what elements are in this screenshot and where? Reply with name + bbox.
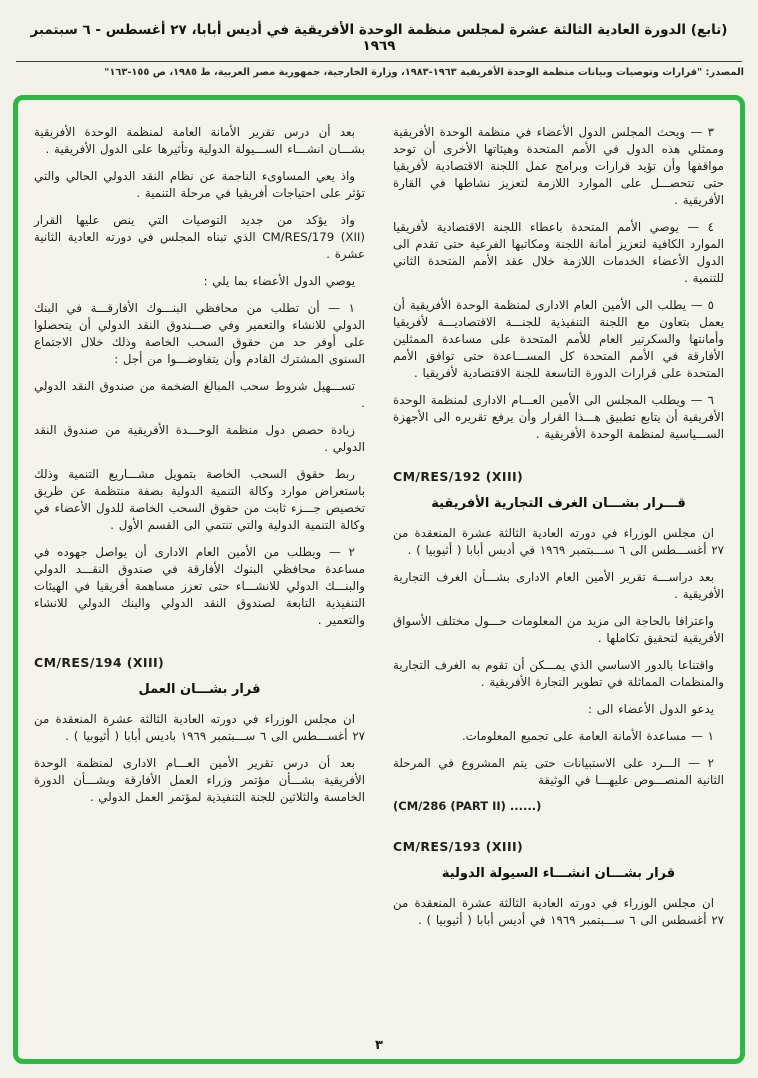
header-divider xyxy=(16,61,742,62)
paragraph: ٤ — يوصي الأمم المتحدة باعطاء اللجنة الاقتصادية لأفريقيا الموارد الكافية لتعزيز أمانة اللجنة ومكاتبها الفرعية حتى تقدم الى الدول الأعضاء الخدمات اللازمة خلال عقد الأمم المتحدة الثاني للتنمية . xyxy=(393,219,724,285)
paragraph: ٢ — الـــرد على الاستبيانات حتى يتم المشروع في المرحلة الثانية المنصـــوص عليهـــا في الوثيقة xyxy=(393,755,724,787)
page-number: ٣ xyxy=(375,1038,383,1053)
document-title: (تابع) الدورة العادية الثالثة عشرة لمجلس منظمة الوحدة الأفريقية في أديس أبابا، ٢٧ أغسطس - ٦ سبتمبر ١٩٦٩ xyxy=(30,22,728,54)
paragraph: واذ يعي المساوىء الناجمة عن نظام النقد الدولي الحالي والتي تؤثر على احتياجات أفريقيا في مرحلة التنمية . xyxy=(34,168,365,200)
paragraph: ٥ — يطلب الى الأمين العام الادارى لمنظمة الوحدة الأفريقية أن يعمل بتعاون مع اللجنة التنفيذية للجنـــة الاقتصاديـــة لأفريقيا وأمانتها والسكرتير العام للأمم المتحدة على مساعدة الممثلين الأفارقة في الأمم المتحدة كل المســـاعدة حتى توافق الأمم المتحدة على قرارات الدورة التاسعة للجنة الاقتصادية لأفريقيا . xyxy=(393,297,724,380)
document-ref: (CM/286 (PART II) ......) xyxy=(393,798,542,813)
paragraph: تســـهيل شروط سحب المبالغ الضخمة من صندوق النقد الدولي . xyxy=(34,378,365,410)
paragraph: واذ يؤكد من جديد التوصيات التي ينص عليها القرار CM/RES/179 (XII) الذي تبناه المجلس في دورته العادية الثانية عشرة . xyxy=(34,212,366,261)
paragraph: يوصي الدول الأعضاء بما يلي : xyxy=(203,273,355,288)
resolution-ref: CM/RES/194 (XIII) xyxy=(34,654,165,670)
paragraph: ٣ — ويحث المجلس الدول الأعضاء في منظمة الوحدة الأفريقية وممثلي هذه الدول في الأمم المتحدة وهيئاتها الأخرى أن توحد مواقفها وأن تؤيد قرارات وبرامج عمل اللجنة الاقتصادية لأفريقيا حتى تتحصـــل على الموارد اللازمة لتعزيز نشاطها في القارة الأفريقية . xyxy=(393,125,724,207)
paragraph: ٢ — ويطلب من الأمين العام الادارى أن يواصل جهوده في مساعدة محافظي البنوك الأفارقة في صندوق النقـــد الدولي والبنـــك الدولي للانشـــاء حتى تعزز مساهمة أفريقيا في الهيئات التنفيذية التابعة لصندوق النقد الدولي والبنك الدولي للانشاء والتعمير . xyxy=(34,544,365,627)
content-box xyxy=(13,95,745,1064)
paragraph: ان مجلس الوزراء في دورته العادية الثالثة عشرة المنعقدة من ٢٧ أغســـطس الى ٦ ســـبتمبر ١٩٦٩ باديس أبابا ( أثيوبيا ) . xyxy=(34,711,365,743)
paragraph: ١ — مساعدة الأمانة العامة على تجميع المعلومات. xyxy=(461,728,714,743)
paragraph: بعد دراســـة تقرير الأمين العام الادارى بشـــأن الغرف التجارية الأفريقية . xyxy=(393,569,724,601)
paragraph: ٦ — ويطلب المجلس الى الأمين العـــام الادارى لمنظمة الوحدة الأفريقية أن يتابع تطبيق هـــذا القرار وأن يرفع تقريره الى الأجهزة الســـياسية لمنظمة الوحدة الأفريقية . xyxy=(393,392,724,441)
paragraph: ربط حقوق السحب الخاصة بتمويل مشـــاريع التنمية وذلك باستعراض موارد وكالة التنمية الدولية بصفة منتظمة عن طريق تخصيص جـــزء ثابت من حقوق السحب الخاصة للدول الأعضاء في وكالة التنمية الدولية والتي تنتمي الى القسم الأول . xyxy=(34,466,365,532)
two-column-layout xyxy=(34,124,724,1025)
resolution-ref: CM/RES/193 (XIII) xyxy=(393,838,524,854)
resolution-heading: قـــرار بشـــان الغرف التجارية الأفريقية xyxy=(431,495,686,511)
paragraph: يدعو الدول الأعضاء الى : xyxy=(587,701,714,716)
paragraph: زيادة حصص دول منظمة الوحـــدة الأفريقية من صندوق النقد الدولي . xyxy=(34,422,365,454)
page-header xyxy=(0,0,758,78)
paragraph: بعد أن درس تقرير الأمانة العامة لمنظمة الوحدة الأفريقية بشـــان انشـــاء الســـيولة الدولية وتأثيرها على الدول الأفريقية . xyxy=(34,125,365,156)
paragraph: ان مجلس الوزراء في دورته العادية الثالثة عشرة المنعقدة من ٢٧ أغسطس الى ٦ ســـبتمبر ١٩٦٩ في أديس أبابا ( أثيوبيا ) . xyxy=(393,895,724,927)
paragraph: بعد أن درس تقرير الأمين العـــام الادارى لمنظمة الوحدة الأفريقية بشـــأن مؤتمر وزراء العمل الأفارقة وبشـــأن الدورة الخامسة والثلاثين للجنة التنفيذية لمؤتمر العمل الدولي . xyxy=(34,755,365,804)
paragraph: ١ — أن تطلب من محافظي البنـــوك الأفارقـــة في البنك الدولي للانشاء والتعمير وفي صـــندوق النقد الدولي أن يتحصلوا على أوفر حد من حقوق السحب الخاصة وذلك خلال الاجتماع السنوى المشترك القادم وأن يتفاوضـــوا من أجل : xyxy=(34,300,365,366)
resolution-heading: قرار بشـــان انشـــاء السيولة الدولية xyxy=(441,865,676,881)
resolution-heading: قرار بشـــان العمل xyxy=(138,681,261,697)
document-source: المصدر: "قرارات وتوصيات وبيانات منظمة الوحدة الأفريقية ١٩٦٣-١٩٨٣، وزارة الخارجية، جمهورية مصر العربية، ط ١٩٨٥، ص ١٥٥-١٦٣" xyxy=(104,67,744,78)
paragraph: واقتناعا بالدور الاساسي الذي يمـــكن أن تقوم به الغرف التجارية والمنظمات المماثلة في تطوير التجارة الأفريقية . xyxy=(393,657,724,689)
column-right xyxy=(393,124,724,1025)
column-left xyxy=(34,124,365,1025)
paragraph: واعترافا بالحاجة الى مزيد من المعلومات حـــول مختلف الأسواق الأفريقية لتحقيق تكاملها . xyxy=(393,613,724,645)
resolution-ref: CM/RES/192 (XIII) xyxy=(393,468,524,484)
paragraph: ان مجلس الوزراء في دورته العادية الثالثة عشرة المنعقدة من ٢٧ أغســـطس الى ٦ ســـبتمبر ١٩٦٩ في أديس أبابا ( أثيوبيا ) . xyxy=(393,525,724,557)
